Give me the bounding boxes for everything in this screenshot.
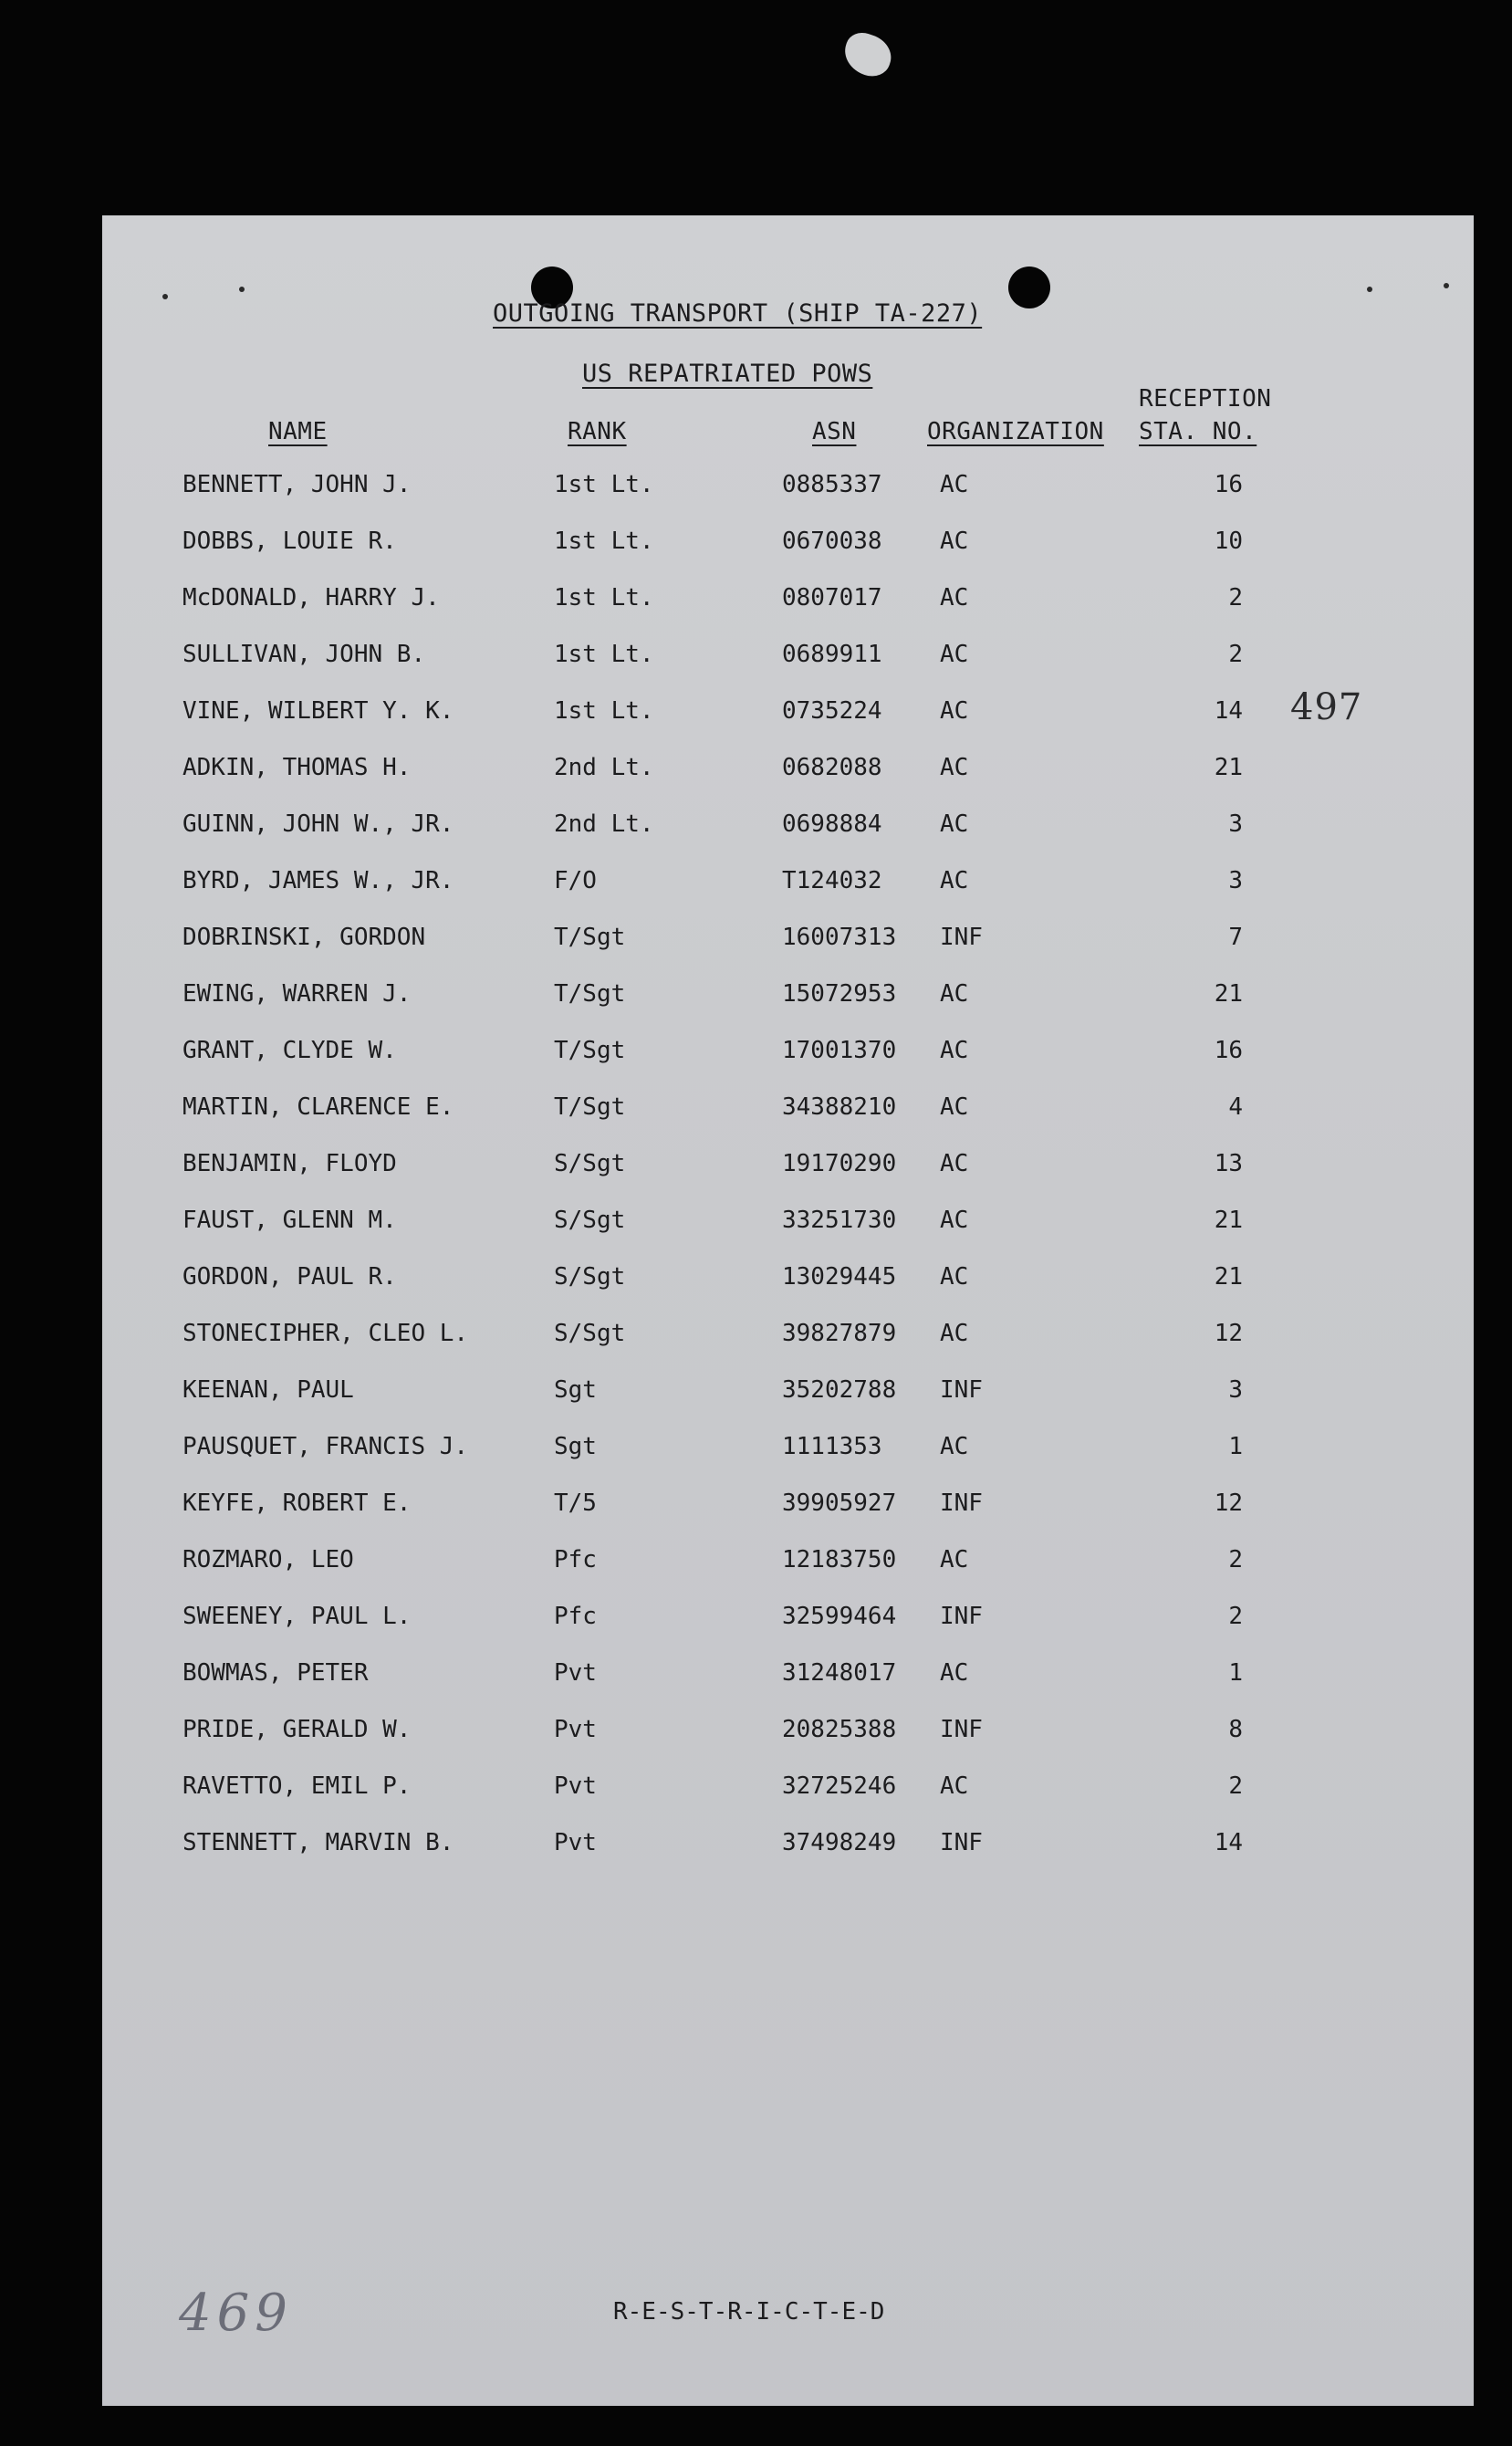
cell-reception-station: 12 (1214, 1490, 1243, 1517)
cell-rank: Pvt (554, 1772, 597, 1800)
table-row (102, 1433, 1474, 1490)
cell-rank: T/5 (554, 1490, 597, 1517)
cell-asn: 12183750 (782, 1546, 897, 1573)
table-row (102, 1829, 1474, 1886)
cell-name: BENNETT, JOHN J. (182, 471, 412, 498)
cell-asn: 17001370 (782, 1037, 897, 1064)
cell-asn: 32599464 (782, 1603, 897, 1630)
cell-asn: 0689911 (782, 641, 882, 668)
table-row (102, 697, 1474, 754)
cell-rank: Pvt (554, 1659, 597, 1687)
cell-name: BYRD, JAMES W., JR. (182, 867, 454, 894)
table-row (102, 528, 1474, 584)
table-row (102, 1546, 1474, 1603)
cell-asn: 0670038 (782, 528, 882, 555)
restricted-footer: R-E-S-T-R-I-C-T-E-D (613, 2298, 885, 2326)
cell-rank: T/Sgt (554, 924, 626, 951)
table-row (102, 1207, 1474, 1263)
cell-reception-station: 2 (1228, 1546, 1243, 1573)
cell-asn: 0885337 (782, 471, 882, 498)
cell-organization: INF (940, 1490, 983, 1517)
paper-speck (1444, 283, 1449, 288)
cell-reception-station: 14 (1214, 697, 1243, 725)
cell-name: McDONALD, HARRY J. (182, 584, 440, 612)
cell-asn: 0807017 (782, 584, 882, 612)
cell-name: SULLIVAN, JOHN B. (182, 641, 426, 668)
cell-rank: 2nd Lt. (554, 754, 654, 781)
cell-organization: AC (940, 1207, 969, 1234)
cell-rank: T/Sgt (554, 1093, 626, 1121)
cell-reception-station: 4 (1228, 1093, 1243, 1121)
cell-rank: Pfc (554, 1603, 597, 1630)
cell-rank: Pvt (554, 1716, 597, 1743)
cell-organization: AC (940, 1037, 969, 1064)
cell-reception-station: 13 (1214, 1150, 1243, 1177)
cell-organization: AC (940, 1093, 969, 1121)
cell-organization: INF (940, 1716, 983, 1743)
cell-organization: INF (940, 924, 983, 951)
paper-scrap (839, 28, 896, 81)
cell-asn: 13029445 (782, 1263, 897, 1291)
paper-speck (162, 294, 168, 299)
cell-asn: 39905927 (782, 1490, 897, 1517)
cell-organization: AC (940, 1150, 969, 1177)
table-row (102, 1603, 1474, 1659)
cell-rank: 1st Lt. (554, 697, 654, 725)
table-row (102, 924, 1474, 980)
table-row (102, 754, 1474, 810)
paper-speck (1367, 287, 1372, 292)
cell-name: GUINN, JOHN W., JR. (182, 810, 454, 838)
cell-rank: T/Sgt (554, 1037, 626, 1064)
column-header-name: NAME (268, 418, 328, 445)
table-row (102, 1093, 1474, 1150)
cell-asn: 0682088 (782, 754, 882, 781)
cell-name: STENNETT, MARVIN B. (182, 1829, 454, 1856)
cell-reception-station: 16 (1214, 471, 1243, 498)
cell-reception-station: 2 (1228, 1603, 1243, 1630)
cell-name: PRIDE, GERALD W. (182, 1716, 412, 1743)
cell-asn: 20825388 (782, 1716, 897, 1743)
cell-rank: Pfc (554, 1546, 597, 1573)
cell-rank: S/Sgt (554, 1207, 626, 1234)
cell-rank: T/Sgt (554, 980, 626, 1008)
margin-page-number: 497 (1290, 686, 1363, 728)
cell-reception-station: 8 (1228, 1716, 1243, 1743)
cell-reception-station: 12 (1214, 1320, 1243, 1347)
cell-reception-station: 1 (1228, 1433, 1243, 1460)
cell-rank: S/Sgt (554, 1150, 626, 1177)
table-row (102, 471, 1474, 528)
table-row (102, 1772, 1474, 1829)
cell-name: BENJAMIN, FLOYD (182, 1150, 397, 1177)
cell-reception-station: 7 (1228, 924, 1243, 951)
cell-name: FAUST, GLENN M. (182, 1207, 397, 1234)
cell-name: PAUSQUET, FRANCIS J. (182, 1433, 469, 1460)
cell-asn: 37498249 (782, 1829, 897, 1856)
table-row (102, 641, 1474, 697)
paper-speck (239, 287, 245, 292)
cell-organization: AC (940, 1433, 969, 1460)
cell-rank: S/Sgt (554, 1263, 626, 1291)
cell-organization: INF (940, 1376, 983, 1404)
column-header-organization: ORGANIZATION (927, 418, 1104, 445)
cell-asn: 0698884 (782, 810, 882, 838)
table-row (102, 584, 1474, 641)
cell-asn: 34388210 (782, 1093, 897, 1121)
cell-reception-station: 2 (1228, 584, 1243, 612)
table-row (102, 1490, 1474, 1546)
table-row (102, 1150, 1474, 1207)
cell-reception-station: 14 (1214, 1829, 1243, 1856)
cell-organization: AC (940, 1659, 969, 1687)
cell-name: GORDON, PAUL R. (182, 1263, 397, 1291)
cell-organization: AC (940, 697, 969, 725)
table-row (102, 1716, 1474, 1772)
cell-name: ROZMARO, LEO (182, 1546, 354, 1573)
table-row (102, 980, 1474, 1037)
cell-reception-station: 21 (1214, 1207, 1243, 1234)
table-row (102, 1320, 1474, 1376)
cell-organization: INF (940, 1603, 983, 1630)
table-row (102, 867, 1474, 924)
cell-reception-station: 21 (1214, 754, 1243, 781)
cell-asn: 19170290 (782, 1150, 897, 1177)
cell-rank: 1st Lt. (554, 528, 654, 555)
cell-rank: 1st Lt. (554, 471, 654, 498)
cell-rank: Pvt (554, 1829, 597, 1856)
cell-reception-station: 10 (1214, 528, 1243, 555)
column-header-rank: RANK (568, 418, 627, 445)
document-title: OUTGOING TRANSPORT (SHIP TA-227) (493, 299, 983, 328)
cell-reception-station: 3 (1228, 1376, 1243, 1404)
cell-organization: AC (940, 1772, 969, 1800)
cell-rank: Sgt (554, 1376, 597, 1404)
cell-reception-station: 3 (1228, 810, 1243, 838)
cell-reception-station: 16 (1214, 1037, 1243, 1064)
cell-name: GRANT, CLYDE W. (182, 1037, 397, 1064)
cell-asn: 33251730 (782, 1207, 897, 1234)
cell-name: BOWMAS, PETER (182, 1659, 369, 1687)
cell-asn: T124032 (782, 867, 882, 894)
cell-asn: 35202788 (782, 1376, 897, 1404)
cell-name: SWEENEY, PAUL L. (182, 1603, 412, 1630)
cell-rank: S/Sgt (554, 1320, 626, 1347)
column-header-reception: RECEPTION (1139, 385, 1272, 413)
cell-organization: AC (940, 1546, 969, 1573)
cell-rank: F/O (554, 867, 597, 894)
cell-name: ADKIN, THOMAS H. (182, 754, 412, 781)
cell-name: VINE, WILBERT Y. K. (182, 697, 454, 725)
cell-reception-station: 2 (1228, 641, 1243, 668)
document-sheet (102, 215, 1474, 2406)
cell-asn: 31248017 (782, 1659, 897, 1687)
document-subtitle: US REPATRIATED POWS (582, 360, 873, 388)
table-row (102, 1263, 1474, 1320)
cell-name: DOBBS, LOUIE R. (182, 528, 397, 555)
cell-organization: INF (940, 1829, 983, 1856)
cell-organization: AC (940, 584, 969, 612)
cell-rank: Sgt (554, 1433, 597, 1460)
cell-rank: 2nd Lt. (554, 810, 654, 838)
cell-asn: 0735224 (782, 697, 882, 725)
cell-asn: 32725246 (782, 1772, 897, 1800)
cell-organization: AC (940, 980, 969, 1008)
cell-rank: 1st Lt. (554, 584, 654, 612)
cell-reception-station: 3 (1228, 867, 1243, 894)
handwritten-number: 469 (179, 2284, 293, 2343)
cell-asn: 1111353 (782, 1433, 882, 1460)
table-row (102, 1376, 1474, 1433)
cell-asn: 15072953 (782, 980, 897, 1008)
cell-reception-station: 21 (1214, 980, 1243, 1008)
cell-asn: 39827879 (782, 1320, 897, 1347)
cell-name: DOBRINSKI, GORDON (182, 924, 426, 951)
cell-name: RAVETTO, EMIL P. (182, 1772, 412, 1800)
roster-table (102, 471, 1474, 1886)
cell-reception-station: 1 (1228, 1659, 1243, 1687)
cell-name: MARTIN, CLARENCE E. (182, 1093, 454, 1121)
column-header-asn: ASN (812, 418, 857, 445)
table-row (102, 1037, 1474, 1093)
cell-organization: AC (940, 867, 969, 894)
cell-organization: AC (940, 1263, 969, 1291)
column-header-station-number: STA. NO. (1139, 418, 1257, 445)
cell-organization: AC (940, 471, 969, 498)
cell-name: EWING, WARREN J. (182, 980, 412, 1008)
punch-hole-right (1008, 267, 1050, 308)
table-row (102, 810, 1474, 867)
cell-name: STONECIPHER, CLEO L. (182, 1320, 469, 1347)
cell-name: KEYFE, ROBERT E. (182, 1490, 412, 1517)
cell-name: KEENAN, PAUL (182, 1376, 354, 1404)
cell-organization: AC (940, 641, 969, 668)
cell-reception-station: 21 (1214, 1263, 1243, 1291)
table-row (102, 1659, 1474, 1716)
cell-rank: 1st Lt. (554, 641, 654, 668)
cell-organization: AC (940, 1320, 969, 1347)
cell-asn: 16007313 (782, 924, 897, 951)
cell-reception-station: 2 (1228, 1772, 1243, 1800)
cell-organization: AC (940, 528, 969, 555)
cell-organization: AC (940, 754, 969, 781)
cell-organization: AC (940, 810, 969, 838)
